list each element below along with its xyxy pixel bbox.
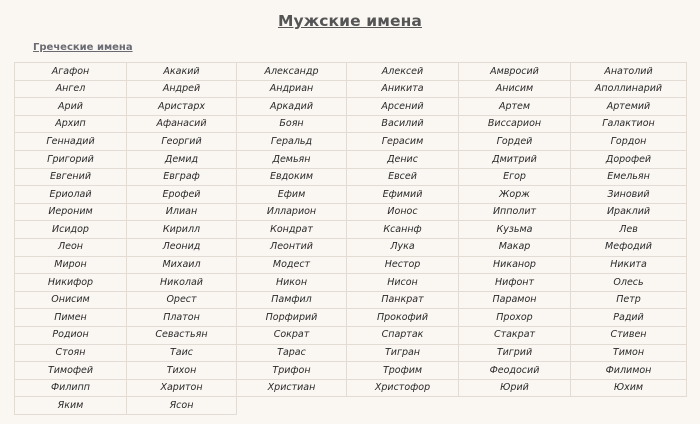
name-cell: Ефимий — [347, 186, 459, 204]
name-cell: Ефим — [237, 186, 347, 204]
name-cell: Архип — [15, 115, 127, 133]
name-cell: Дмитрий — [459, 150, 571, 168]
name-cell: Юхим — [571, 379, 687, 397]
table-row — [15, 133, 687, 151]
table-row — [15, 115, 687, 133]
name-cell: Никон — [237, 274, 347, 292]
name-cell: Яким — [15, 397, 127, 415]
section-title[interactable]: Греческие имена — [33, 42, 133, 53]
name-cell: Нестор — [347, 256, 459, 274]
name-cell: Василий — [347, 115, 459, 133]
name-cell — [459, 397, 571, 415]
name-cell: Григорий — [15, 150, 127, 168]
table-row — [15, 80, 687, 98]
table-row — [15, 344, 687, 362]
table-row — [15, 379, 687, 397]
name-cell — [571, 397, 687, 415]
name-cell: Петр — [571, 291, 687, 309]
name-cell: Арий — [15, 98, 127, 116]
name-cell: Лука — [347, 238, 459, 256]
name-cell: Евграф — [127, 168, 237, 186]
name-cell: Тимофей — [15, 362, 127, 380]
table-row — [15, 150, 687, 168]
name-cell: Демид — [127, 150, 237, 168]
names-table — [14, 62, 687, 415]
name-cell: Никифор — [15, 274, 127, 292]
name-cell: Кирилл — [127, 221, 237, 239]
name-cell: Памфил — [237, 291, 347, 309]
name-cell: Виссарион — [459, 115, 571, 133]
name-cell: Акакий — [127, 63, 237, 81]
name-cell: Михаил — [127, 256, 237, 274]
name-cell: Ериолай — [15, 186, 127, 204]
name-cell: Дорофей — [571, 150, 687, 168]
name-cell: Жорж — [459, 186, 571, 204]
name-cell: Александр — [237, 63, 347, 81]
table-row — [15, 274, 687, 292]
name-cell: Мефодий — [571, 238, 687, 256]
name-cell: Лев — [571, 221, 687, 239]
name-cell: Иероним — [15, 203, 127, 221]
table-row — [15, 238, 687, 256]
name-cell: Алексей — [347, 63, 459, 81]
names-table-body — [15, 63, 687, 415]
name-cell: Боян — [237, 115, 347, 133]
table-row — [15, 63, 687, 81]
name-cell: Агафон — [15, 63, 127, 81]
name-cell: Радий — [571, 309, 687, 327]
name-cell: Стивен — [571, 326, 687, 344]
name-cell: Родион — [15, 326, 127, 344]
table-row — [15, 362, 687, 380]
name-cell: Илиан — [127, 203, 237, 221]
name-cell: Кузьма — [459, 221, 571, 239]
name-cell: Трифон — [237, 362, 347, 380]
name-cell: Парамон — [459, 291, 571, 309]
name-cell: Модест — [237, 256, 347, 274]
name-cell: Феодосий — [459, 362, 571, 380]
name-cell: Трофим — [347, 362, 459, 380]
name-cell: Христиан — [237, 379, 347, 397]
name-cell: Ираклий — [571, 203, 687, 221]
name-cell: Тихон — [127, 362, 237, 380]
name-cell: Сократ — [237, 326, 347, 344]
name-cell: Тарас — [237, 344, 347, 362]
page-title: Мужские имена — [278, 12, 422, 30]
name-cell: Тимон — [571, 344, 687, 362]
name-cell: Леонид — [127, 238, 237, 256]
name-cell: Мирон — [15, 256, 127, 274]
name-cell: Олесь — [571, 274, 687, 292]
name-cell: Никита — [571, 256, 687, 274]
name-cell: Христофор — [347, 379, 459, 397]
name-cell: Севастьян — [127, 326, 237, 344]
name-cell: Юрий — [459, 379, 571, 397]
name-cell: Емельян — [571, 168, 687, 186]
name-cell — [347, 397, 459, 415]
name-cell: Панкрат — [347, 291, 459, 309]
name-cell: Ясон — [127, 397, 237, 415]
name-cell: Илларион — [237, 203, 347, 221]
table-row — [15, 168, 687, 186]
name-cell: Афанасий — [127, 115, 237, 133]
name-cell: Денис — [347, 150, 459, 168]
name-cell: Амвросий — [459, 63, 571, 81]
name-cell: Артемий — [571, 98, 687, 116]
name-cell: Артем — [459, 98, 571, 116]
name-cell: Гордей — [459, 133, 571, 151]
name-cell: Платон — [127, 309, 237, 327]
name-cell: Андриан — [237, 80, 347, 98]
table-row — [15, 397, 687, 415]
name-cell: Пимен — [15, 309, 127, 327]
table-row — [15, 309, 687, 327]
name-cell: Стоян — [15, 344, 127, 362]
name-cell: Андрей — [127, 80, 237, 98]
name-cell: Аполлинарий — [571, 80, 687, 98]
name-cell: Ионос — [347, 203, 459, 221]
name-cell: Спартак — [347, 326, 459, 344]
table-row — [15, 256, 687, 274]
name-cell: Леон — [15, 238, 127, 256]
name-cell: Тигран — [347, 344, 459, 362]
name-cell: Таис — [127, 344, 237, 362]
name-cell: Геральд — [237, 133, 347, 151]
name-cell: Филипп — [15, 379, 127, 397]
name-cell: Прокофий — [347, 309, 459, 327]
table-row — [15, 326, 687, 344]
name-cell: Евгений — [15, 168, 127, 186]
name-cell: Евдоким — [237, 168, 347, 186]
name-cell: Орест — [127, 291, 237, 309]
table-row — [15, 221, 687, 239]
name-cell: Геннадий — [15, 133, 127, 151]
table-row — [15, 98, 687, 116]
name-cell: Порфирий — [237, 309, 347, 327]
name-cell: Анатолий — [571, 63, 687, 81]
name-cell — [237, 397, 347, 415]
name-cell: Аркадий — [237, 98, 347, 116]
table-row — [15, 203, 687, 221]
name-cell: Нисон — [347, 274, 459, 292]
name-cell: Ксаннф — [347, 221, 459, 239]
name-cell: Галактион — [571, 115, 687, 133]
name-cell: Макар — [459, 238, 571, 256]
name-cell: Георгий — [127, 133, 237, 151]
name-cell: Егор — [459, 168, 571, 186]
name-cell: Гордон — [571, 133, 687, 151]
table-row — [15, 186, 687, 204]
name-cell: Нифонт — [459, 274, 571, 292]
name-cell: Аникита — [347, 80, 459, 98]
name-cell: Прохор — [459, 309, 571, 327]
name-cell: Никанор — [459, 256, 571, 274]
name-cell: Герасим — [347, 133, 459, 151]
name-cell: Евсей — [347, 168, 459, 186]
name-cell: Арсений — [347, 98, 459, 116]
name-cell: Ипполит — [459, 203, 571, 221]
name-cell: Зиновий — [571, 186, 687, 204]
name-cell: Демьян — [237, 150, 347, 168]
name-cell: Ангел — [15, 80, 127, 98]
name-cell: Анисим — [459, 80, 571, 98]
name-cell: Исидор — [15, 221, 127, 239]
name-cell: Аристарх — [127, 98, 237, 116]
name-cell: Тигрий — [459, 344, 571, 362]
name-cell: Филимон — [571, 362, 687, 380]
name-cell: Ерофей — [127, 186, 237, 204]
name-cell: Харитон — [127, 379, 237, 397]
table-row — [15, 291, 687, 309]
name-cell: Кондрат — [237, 221, 347, 239]
name-cell: Стакрат — [459, 326, 571, 344]
name-cell: Николай — [127, 274, 237, 292]
name-cell: Онисим — [15, 291, 127, 309]
name-cell: Леонтий — [237, 238, 347, 256]
